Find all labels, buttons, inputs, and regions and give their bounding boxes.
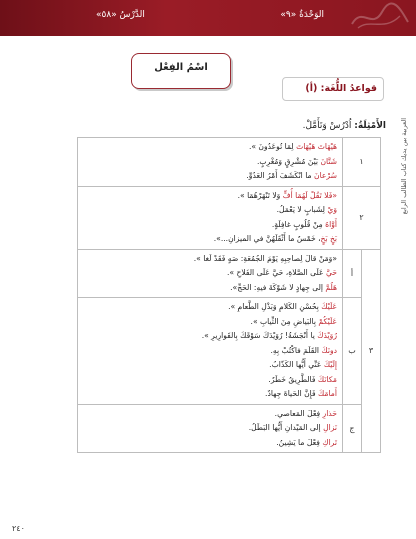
sentence-text: ما انْكَشَفَ أَمْرُ العَدُوِّ. bbox=[246, 171, 315, 180]
sentence-text: مِنْ قُلُوبٍ غافِلَةٍ. bbox=[271, 219, 326, 229]
example-cell bbox=[78, 186, 343, 249]
example-sentence bbox=[82, 329, 337, 344]
sentence-text: عَنِّي أَيُّها الكَذّابُ. bbox=[269, 360, 324, 369]
sentence-text: إلى جِهادٍ لا شَوْكَةَ فيهِ: الحَجِّ». bbox=[230, 282, 326, 292]
verb-noun-highlight: «فَلا تَقُلْ لَهُمَا أُفٍّ bbox=[282, 190, 337, 200]
sentence-text: بِحُسْنِ الكَلامِ وَبَذْلِ الطَّعامِ ». bbox=[228, 302, 322, 311]
example-cell bbox=[78, 138, 343, 187]
sentence-text: إلى المَيْدانِ أَيُّها البَطَلُ. bbox=[248, 423, 324, 432]
verb-noun-highlight: مَكانَكَ bbox=[317, 374, 337, 384]
sentence-text: عَلَى الصَّلاةِ، حَيَّ عَلَى الفَلاحِ ». bbox=[226, 268, 326, 277]
row-number: أ bbox=[343, 249, 362, 298]
row-number: ١ bbox=[343, 138, 381, 187]
example-sentence bbox=[82, 155, 337, 170]
table-row bbox=[78, 138, 381, 187]
row-number: ب bbox=[343, 298, 362, 405]
example-cell bbox=[78, 249, 343, 298]
verb-noun-highlight: رُوَيْدَكَ bbox=[317, 331, 337, 340]
table-row bbox=[78, 249, 381, 298]
sentence-text: بِالبَياضِ مِنَ الثِّيابِ ». bbox=[250, 316, 319, 326]
table-row bbox=[78, 186, 381, 249]
sentence-text: يا أَنْجَشَةُ! رُوَيْدَكَ سَوْقَكَ بِالقَوارِيرِ ». bbox=[201, 331, 318, 340]
example-sentence bbox=[82, 203, 337, 218]
verb-noun-highlight: نَزالِ bbox=[323, 423, 337, 432]
sentence-text: وَلا تَنْهَرْهُمَا ». bbox=[237, 190, 283, 200]
example-sentence bbox=[82, 344, 337, 359]
example-sentence bbox=[82, 232, 337, 247]
example-cell bbox=[78, 298, 343, 405]
verb-noun-highlight: وَيْ bbox=[327, 205, 337, 214]
example-sentence bbox=[82, 266, 337, 281]
example-sentence bbox=[82, 252, 337, 267]
example-sentence bbox=[82, 387, 337, 402]
example-sentence bbox=[82, 140, 337, 155]
verb-noun-highlight: عَلَيْكَ bbox=[321, 302, 337, 311]
verb-noun-highlight: سُرْعانَ bbox=[314, 171, 337, 180]
header-bar bbox=[0, 0, 416, 36]
verb-noun-highlight: حَذارِ bbox=[322, 408, 337, 418]
lesson-title-box bbox=[131, 53, 231, 89]
sentence-text: فِعْلَ المَعاصي. bbox=[274, 408, 323, 418]
example-sentence bbox=[82, 373, 337, 388]
example-cell bbox=[78, 404, 343, 453]
verb-noun-highlight: تَراكِ bbox=[322, 437, 337, 447]
unit-label: الوَحْدَةُ «٩» bbox=[280, 10, 324, 20]
grammar-rules-heading-box bbox=[282, 77, 384, 101]
example-sentence bbox=[82, 300, 337, 315]
example-sentence bbox=[82, 169, 337, 184]
sentence-text: فَالطَّرِيقُ خَطَرٌ. bbox=[268, 374, 318, 384]
examples-table bbox=[77, 137, 381, 453]
example-sentence bbox=[82, 315, 337, 330]
verb-noun-highlight: أَوَّاهُ bbox=[325, 219, 337, 229]
lesson-label: الدَّرْسُ «٥٨» bbox=[96, 10, 145, 20]
sentence-text: «وَمَنْ قالَ لِصاحِبِهِ يَوْمَ الجُمُعَةِ: صَهٍ فَقَدْ لَغا ». bbox=[193, 253, 337, 263]
table-row bbox=[78, 404, 381, 453]
sentence-text: ، خَمْسٌ ما أَثْقَلَهُنَّ في الميزانِ...». bbox=[213, 234, 321, 243]
verb-noun-highlight: حَيَّ bbox=[325, 268, 337, 277]
example-sentence bbox=[82, 421, 337, 436]
verb-noun-highlight: عَلَيْكُمْ bbox=[318, 316, 337, 326]
sentence-text: القَلَمَ فاكْتُبْ بِهِ. bbox=[270, 345, 322, 355]
example-sentence bbox=[82, 218, 337, 233]
verb-noun-highlight: أَمامَكَ bbox=[318, 389, 337, 398]
sentence-text: لِشَبابٍ لا يَعْمَلُ. bbox=[276, 205, 328, 214]
verb-noun-highlight: دونَكَ bbox=[321, 345, 337, 355]
verb-noun-highlight: شَتَّانَ bbox=[320, 156, 337, 166]
verb-noun-highlight: هَلُمَّ bbox=[325, 282, 337, 292]
example-sentence bbox=[82, 407, 337, 422]
verb-noun-highlight: هَيْهَاتَ هَيْهَاتَ bbox=[296, 142, 337, 151]
verb-noun-highlight: بَخٍ بَخٍ bbox=[320, 234, 337, 243]
grammar-rules-heading: قواعدُ اللُّغَة: (أ) bbox=[305, 83, 377, 94]
example-sentence bbox=[82, 189, 337, 204]
example-sentence bbox=[82, 436, 337, 451]
side-book-title: العربية بين يديك كتاب الطالب الرابع bbox=[400, 118, 408, 215]
sentence-text: فَإِنَّ الحَياةَ جِهادٌ. bbox=[265, 389, 319, 398]
sentence-text: بَيْنَ مُشْرِقٍ وَمُغْرِبٍ. bbox=[256, 156, 321, 166]
page-number: ٢٤٠ bbox=[12, 524, 25, 533]
verb-noun-highlight: إِلَيْكَ bbox=[323, 360, 337, 369]
calligraphy-ornament-icon bbox=[350, 2, 410, 32]
example-sentence bbox=[82, 358, 337, 373]
table-row bbox=[78, 298, 381, 405]
example-sentence bbox=[82, 281, 337, 296]
row-number: ٢ bbox=[343, 186, 381, 249]
lesson-title: اسْمُ الفِعْل bbox=[154, 62, 208, 73]
sentence-text: فِعْلَ ما يَشِينُ. bbox=[276, 437, 323, 447]
row-number: ج bbox=[343, 404, 362, 453]
row-number: ٣ bbox=[362, 249, 381, 453]
sentence-text: لِمَا تُوعَدُونَ ». bbox=[248, 142, 297, 151]
examples-heading: الأَمْثِلَةُ: اُدْرُسْ وَتَأَمَّلْ. bbox=[302, 121, 386, 131]
